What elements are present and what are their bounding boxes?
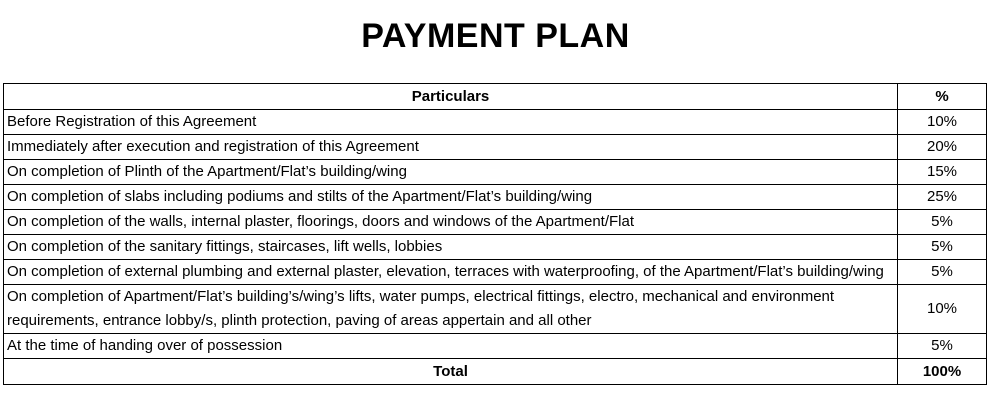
table-row xyxy=(4,285,987,334)
row-particular: Immediately after execution and registration of this Agreement xyxy=(4,135,898,160)
table-row xyxy=(4,110,987,135)
row-percent: 5% xyxy=(898,260,987,285)
row-percent: 10% xyxy=(898,110,987,135)
row-percent: 10% xyxy=(898,285,987,334)
total-label: Total xyxy=(4,359,898,385)
row-particular: On completion of Plinth of the Apartment/Flat’s building/wing xyxy=(4,160,898,185)
table-row xyxy=(4,210,987,235)
table-row xyxy=(4,334,987,359)
table-header-row xyxy=(4,84,987,110)
row-particular: Before Registration of this Agreement xyxy=(4,110,898,135)
table-row xyxy=(4,260,987,285)
payment-plan-table xyxy=(3,83,987,385)
row-percent: 5% xyxy=(898,235,987,260)
header-percent: % xyxy=(898,84,987,110)
total-percent: 100% xyxy=(898,359,987,385)
table-row xyxy=(4,135,987,160)
total-row xyxy=(4,359,987,385)
row-percent: 15% xyxy=(898,160,987,185)
row-particular: On completion of the walls, internal plaster, floorings, doors and windows of the Apartment/Flat xyxy=(4,210,898,235)
row-particular: On completion of the sanitary fittings, staircases, lift wells, lobbies xyxy=(4,235,898,260)
row-particular: On completion of slabs including podiums and stilts of the Apartment/Flat’s building/wing xyxy=(4,185,898,210)
row-percent: 5% xyxy=(898,210,987,235)
row-particular: At the time of handing over of possession xyxy=(4,334,898,359)
table-row xyxy=(4,160,987,185)
header-particulars: Particulars xyxy=(4,84,898,110)
table-row xyxy=(4,235,987,260)
row-particular: On completion of external plumbing and external plaster, elevation, terraces with waterproofing, of the Apartment/Flat’s building/wing xyxy=(4,260,898,285)
row-particular: On completion of Apartment/Flat’s building’s/wing’s lifts, water pumps, electrical fittings, electro, mechanical and environment requirements, entrance lobby/s, plinth protection, paving of areas appertain and all other xyxy=(4,285,898,334)
table-row xyxy=(4,185,987,210)
row-percent: 5% xyxy=(898,334,987,359)
row-percent: 20% xyxy=(898,135,987,160)
page-title: PAYMENT PLAN xyxy=(361,17,630,55)
row-percent: 25% xyxy=(898,185,987,210)
